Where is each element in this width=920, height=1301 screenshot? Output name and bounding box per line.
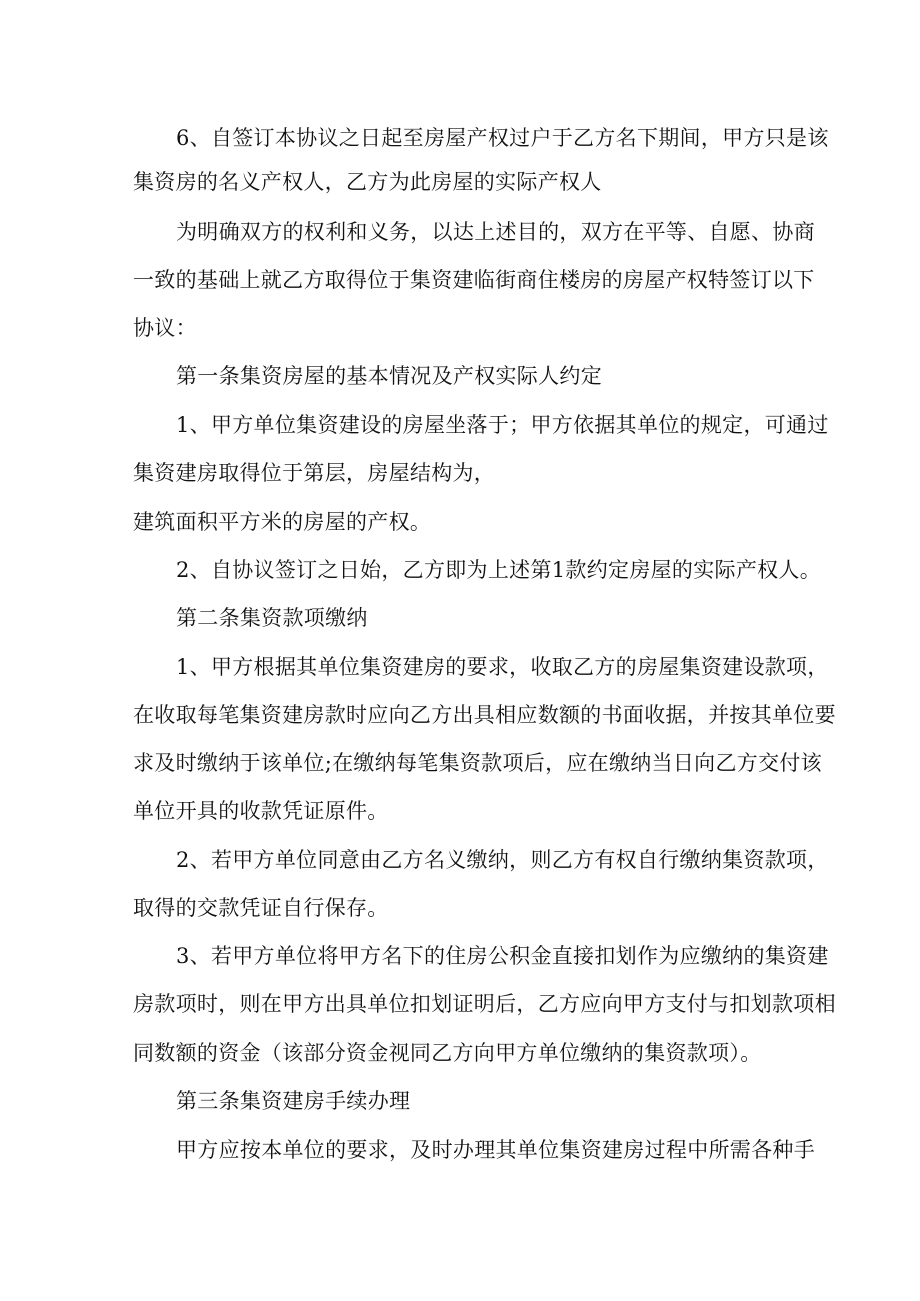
paragraph-line: 6、自签订本协议之日起至房屋产权过户于乙方名下期间，甲方只是该 xyxy=(176,126,829,150)
paragraph-line: 协议： xyxy=(133,316,197,340)
paragraph-line: 一致的基础上就乙方取得位于集资建临街商住楼房的房屋产权特签订以下 xyxy=(133,268,815,292)
paragraph-line: 为明确双方的权利和义务，以达上述目的，双方在平等、自愿、协商 xyxy=(176,220,815,244)
paragraph-line: 同数额的资金（该部分资金视同乙方向甲方单位缴纳的集资款项）。 xyxy=(133,1041,762,1065)
paragraph-line: 甲方应按本单位的要求，及时办理其单位集资建房过程中所需各种手 xyxy=(176,1138,815,1162)
paragraph-line: 3、若甲方单位将甲方名下的住房公积金直接扣划作为应缴纳的集资建 xyxy=(176,944,829,968)
paragraph-line: 求及时缴纳于该单位;在缴纳每笔集资款项后，应在缴纳当日向乙方交付该 xyxy=(133,751,822,775)
paragraph-line: 集资房的名义产权人，乙方为此房屋的实际产权人 xyxy=(133,170,602,194)
paragraph-line: 单位开具的收款凭证原件。 xyxy=(133,799,389,823)
section-heading: 第二条集资款项缴纳 xyxy=(176,606,368,630)
paragraph-line: 1、甲方单位集资建设的房屋坐落于；甲方依据其单位的规定，可通过 xyxy=(176,413,829,437)
paragraph-line: 取得的交款凭证自行保存。 xyxy=(133,896,389,920)
paragraph-line: 1、甲方根据其单位集资建房的要求，收取乙方的房屋集资建设款项， xyxy=(176,655,829,679)
paragraph-line: 2、自协议签订之日始，乙方即为上述第1款约定房屋的实际产权人。 xyxy=(176,558,822,582)
section-heading: 第三条集资建房手续办理 xyxy=(176,1089,411,1113)
paragraph-line: 2、若甲方单位同意由乙方名义缴纳，则乙方有权自行缴纳集资款项， xyxy=(176,848,829,872)
paragraph-line: 集资建房取得位于第层，房屋结构为， xyxy=(133,461,496,485)
section-heading: 第一条集资房屋的基本情况及产权实际人约定 xyxy=(176,364,602,388)
paragraph-line: 房款项时，则在甲方出具单位扣划证明后，乙方应向甲方支付与扣划款项相 xyxy=(133,992,836,1016)
paragraph-line: 在收取每笔集资建房款时应向乙方出具相应数额的书面收据，并按其单位要 xyxy=(133,703,836,727)
paragraph-line: 建筑面积平方米的房屋的产权。 xyxy=(133,510,432,534)
